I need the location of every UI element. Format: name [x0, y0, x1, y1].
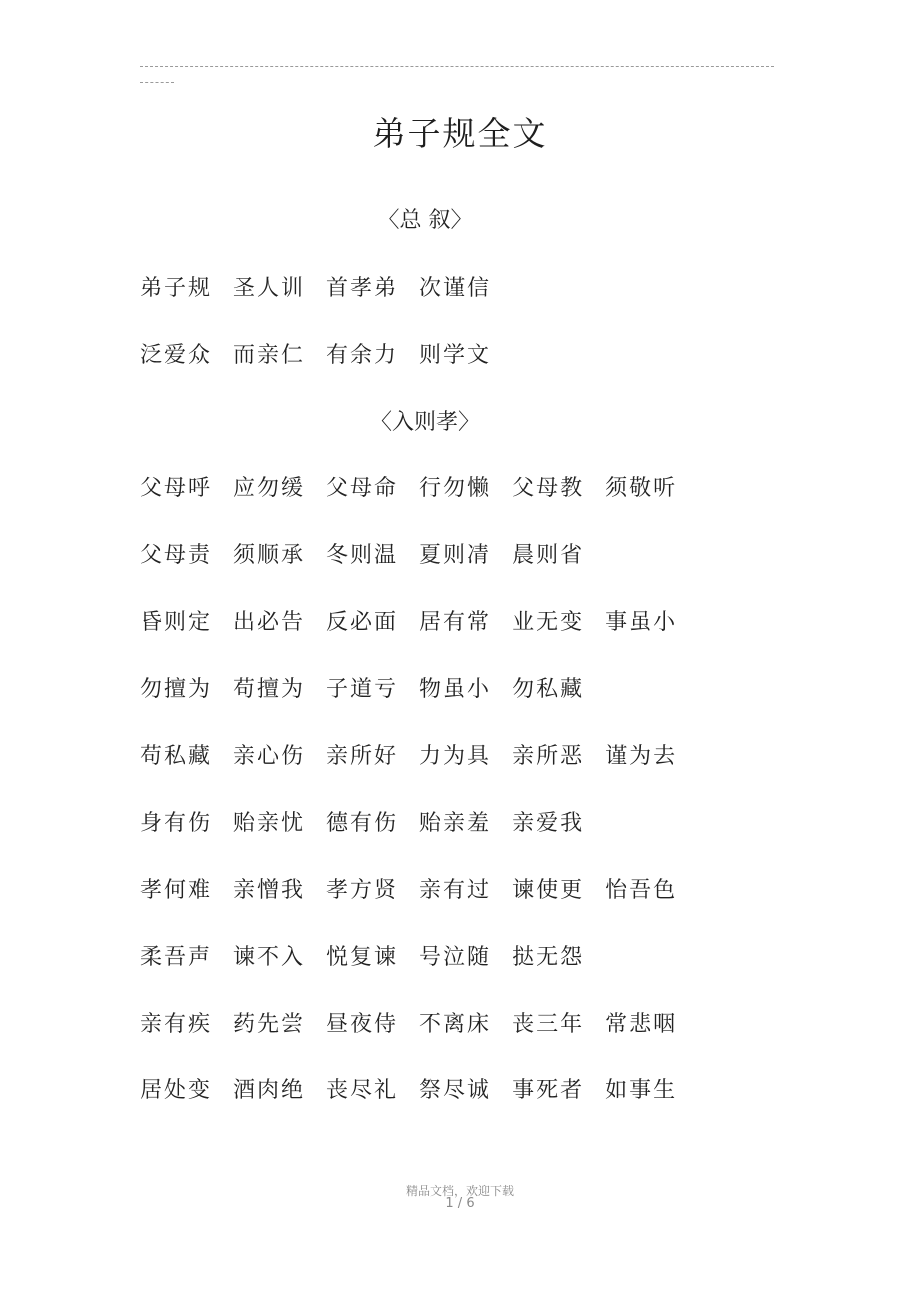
document-title: 弟子规全文: [372, 114, 548, 153]
verse-line: [140, 1076, 698, 1106]
verse-phrase: 谏使更: [512, 878, 585, 903]
verse-phrase: 应勿缓: [233, 476, 306, 501]
page-number: 1 / 6: [445, 1196, 475, 1211]
verse-phrase: 亲爱我: [512, 811, 585, 836]
verse-phrase: 次谨信: [419, 276, 492, 301]
verse-phrase: 晨则省: [512, 543, 585, 568]
verse-line: [140, 675, 605, 705]
verse-phrase: 号泣随: [419, 945, 492, 970]
verse-line: [140, 742, 698, 772]
verse-phrase: 昏则定: [140, 610, 213, 635]
verse-phrase: 父母教: [512, 476, 585, 501]
verse-phrase: 圣人训: [233, 276, 306, 301]
verse-line: [140, 341, 512, 371]
verse-phrase: 物虽小: [419, 677, 492, 702]
verse-phrase: 酒肉绝: [233, 1078, 306, 1103]
section-heading-zongxu: 〈总 叙〉: [377, 208, 473, 233]
verse-phrase: 夏则凊: [419, 543, 492, 568]
verse-phrase: 孝何难: [140, 878, 213, 903]
verse-line: [140, 1010, 698, 1040]
verse-phrase: 德有伤: [326, 811, 399, 836]
verse-phrase: 亲所恶: [512, 744, 585, 769]
verse-phrase: 有余力: [326, 343, 399, 368]
verse-phrase: 亲心伤: [233, 744, 306, 769]
verse-phrase: 居有常: [419, 610, 492, 635]
verse-line: [140, 274, 512, 304]
verse-phrase: 须顺承: [233, 543, 306, 568]
verse-line: [140, 943, 605, 973]
verse-phrase: 行勿懒: [419, 476, 492, 501]
verse-phrase: 丧尽礼: [326, 1078, 399, 1103]
verse-phrase: 孝方贤: [326, 878, 399, 903]
header-rule: [140, 66, 774, 67]
verse-phrase: 勿私藏: [512, 677, 585, 702]
verse-phrase: 常悲咽: [605, 1012, 678, 1037]
verse-phrase: 如事生: [605, 1078, 678, 1103]
verse-phrase: 昼夜侍: [326, 1012, 399, 1037]
verse-phrase: 出必告: [233, 610, 306, 635]
verse-line: [140, 809, 605, 839]
header-rule-tail: [140, 82, 174, 83]
verse-phrase: 亲憎我: [233, 878, 306, 903]
section-heading-ruzexiao: 〈入则孝〉: [369, 410, 480, 435]
verse-phrase: 反必面: [326, 610, 399, 635]
verse-phrase: 父母呼: [140, 476, 213, 501]
verse-phrase: 居处变: [140, 1078, 213, 1103]
verse-phrase: 亲有过: [419, 878, 492, 903]
verse-phrase: 祭尽诚: [419, 1078, 492, 1103]
verse-phrase: 事虽小: [605, 610, 678, 635]
footer-note: 精品文档，欢迎下载: [405, 1184, 514, 1198]
verse-phrase: 弟子规: [140, 276, 213, 301]
verse-phrase: 业无变: [512, 610, 585, 635]
verse-line: [140, 608, 698, 638]
verse-phrase: 贻亲忧: [233, 811, 306, 836]
verse-phrase: 谨为去: [605, 744, 678, 769]
verse-phrase: 苟擅为: [233, 677, 306, 702]
verse-phrase: 怡吾色: [605, 878, 678, 903]
verse-phrase: 泛爱众: [140, 343, 213, 368]
verse-phrase: 丧三年: [512, 1012, 585, 1037]
verse-phrase: 身有伤: [140, 811, 213, 836]
verse-phrase: 须敬听: [605, 476, 678, 501]
verse-phrase: 力为具: [419, 744, 492, 769]
verse-phrase: 柔吾声: [140, 945, 213, 970]
verse-phrase: 父母命: [326, 476, 399, 501]
verse-phrase: 则学文: [419, 343, 492, 368]
verse-phrase: 亲有疾: [140, 1012, 213, 1037]
verse-phrase: 谏不入: [233, 945, 306, 970]
verse-phrase: 挞无怨: [512, 945, 585, 970]
verse-line: [140, 541, 605, 571]
verse-phrase: 苟私藏: [140, 744, 213, 769]
verse-phrase: 首孝弟: [326, 276, 399, 301]
verse-phrase: 贻亲羞: [419, 811, 492, 836]
verse-phrase: 勿擅为: [140, 677, 213, 702]
verse-line: [140, 876, 698, 906]
verse-phrase: 不离床: [419, 1012, 492, 1037]
verse-phrase: 药先尝: [233, 1012, 306, 1037]
verse-line: [140, 474, 698, 504]
verse-phrase: 亲所好: [326, 744, 399, 769]
verse-phrase: 悦复谏: [326, 945, 399, 970]
verse-phrase: 子道亏: [326, 677, 399, 702]
verse-phrase: 事死者: [512, 1078, 585, 1103]
verse-phrase: 而亲仁: [233, 343, 306, 368]
verse-phrase: 冬则温: [326, 543, 399, 568]
verse-phrase: 父母责: [140, 543, 213, 568]
